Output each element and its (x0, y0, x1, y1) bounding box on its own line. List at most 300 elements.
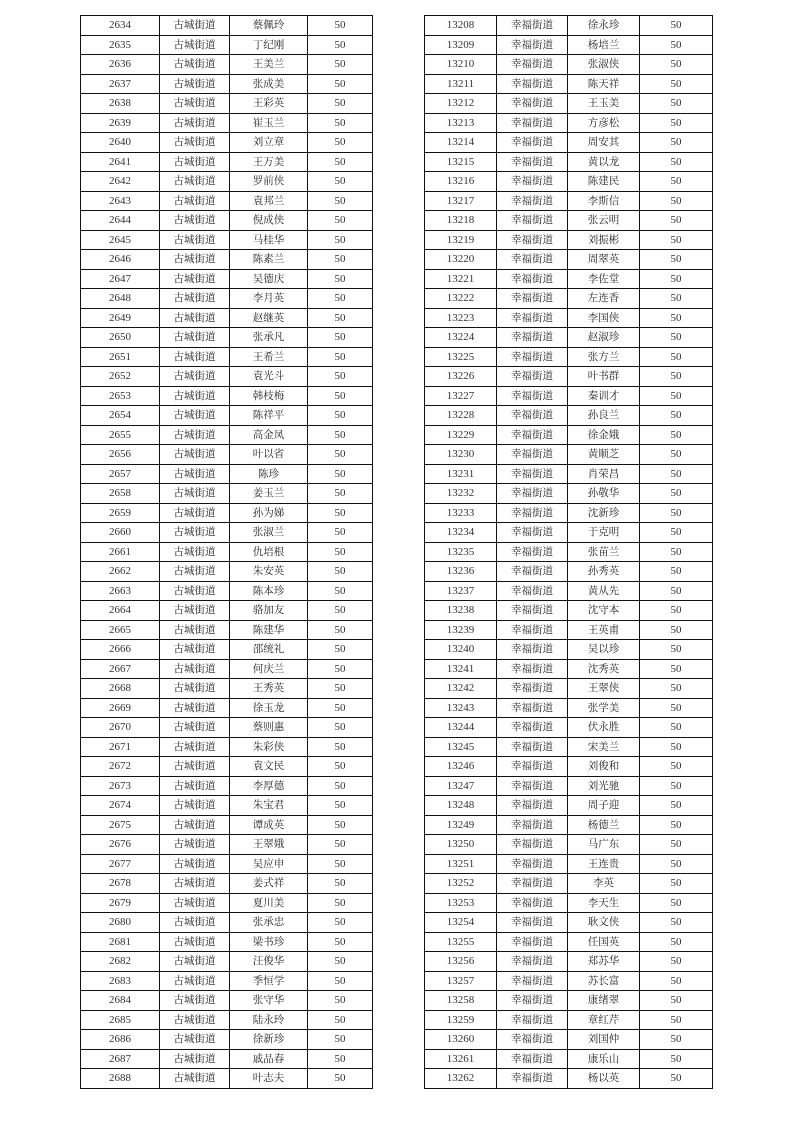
amount-cell: 50 (308, 1030, 373, 1050)
amount-cell: 50 (640, 757, 713, 777)
name-cell: 李斯信 (568, 191, 640, 211)
table-row (425, 1010, 713, 1030)
name-cell: 戚品春 (230, 1049, 308, 1069)
amount-cell: 50 (308, 952, 373, 972)
name-cell: 沈守本 (568, 601, 640, 621)
name-cell: 张成美 (230, 74, 308, 94)
amount-cell: 50 (640, 386, 713, 406)
name-cell: 谭成英 (230, 815, 308, 835)
street-cell: 幸福街道 (497, 211, 568, 231)
amount-cell: 50 (308, 74, 373, 94)
row-number-cell: 13227 (425, 386, 497, 406)
amount-cell: 50 (308, 172, 373, 192)
street-cell: 幸福街道 (497, 971, 568, 991)
name-cell: 秦训才 (568, 386, 640, 406)
row-number-cell: 13253 (425, 893, 497, 913)
table-row (81, 601, 373, 621)
amount-cell: 50 (308, 250, 373, 270)
row-number-cell: 13259 (425, 1010, 497, 1030)
amount-cell: 50 (308, 620, 373, 640)
table-row (81, 16, 373, 36)
table-row (425, 230, 713, 250)
table-row (81, 269, 373, 289)
street-cell: 古城街道 (160, 601, 230, 621)
table-row (425, 718, 713, 738)
street-cell: 古城街道 (160, 55, 230, 75)
table-row (425, 815, 713, 835)
name-cell: 徐新珍 (230, 1030, 308, 1050)
street-cell: 幸福街道 (497, 133, 568, 153)
amount-cell: 50 (640, 172, 713, 192)
table-row (425, 484, 713, 504)
amount-cell: 50 (640, 835, 713, 855)
amount-cell: 50 (640, 776, 713, 796)
name-cell: 王彩英 (230, 94, 308, 114)
name-cell: 王翠娥 (230, 835, 308, 855)
amount-cell: 50 (308, 776, 373, 796)
amount-cell: 50 (640, 464, 713, 484)
street-cell: 古城街道 (160, 503, 230, 523)
street-cell: 幸福街道 (497, 737, 568, 757)
name-cell: 吴以珍 (568, 640, 640, 660)
name-cell: 周翠英 (568, 250, 640, 270)
row-number-cell: 2674 (81, 796, 160, 816)
table-row (81, 328, 373, 348)
name-cell: 周安其 (568, 133, 640, 153)
amount-cell: 50 (640, 971, 713, 991)
amount-cell: 50 (640, 16, 713, 36)
amount-cell: 50 (308, 484, 373, 504)
amount-cell: 50 (640, 406, 713, 426)
amount-cell: 50 (640, 133, 713, 153)
row-number-cell: 2669 (81, 698, 160, 718)
amount-cell: 50 (308, 718, 373, 738)
table-row (425, 1030, 713, 1050)
amount-cell: 50 (308, 191, 373, 211)
amount-cell: 50 (308, 425, 373, 445)
street-cell: 幸福街道 (497, 620, 568, 640)
name-cell: 陆永玲 (230, 1010, 308, 1030)
row-number-cell: 2683 (81, 971, 160, 991)
name-cell: 朱彩侠 (230, 737, 308, 757)
table-row (425, 854, 713, 874)
street-cell: 古城街道 (160, 94, 230, 114)
street-cell: 古城街道 (160, 737, 230, 757)
name-cell: 杨培兰 (568, 35, 640, 55)
table-row (81, 932, 373, 952)
row-number-cell: 2677 (81, 854, 160, 874)
street-cell: 幸福街道 (497, 952, 568, 972)
street-cell: 幸福街道 (497, 1010, 568, 1030)
amount-cell: 50 (640, 250, 713, 270)
table-row (81, 406, 373, 426)
name-cell: 季恒学 (230, 971, 308, 991)
amount-cell: 50 (308, 815, 373, 835)
amount-cell: 50 (640, 74, 713, 94)
table-row (425, 757, 713, 777)
amount-cell: 50 (640, 289, 713, 309)
row-number-cell: 2667 (81, 659, 160, 679)
amount-cell: 50 (308, 113, 373, 133)
row-number-cell: 13262 (425, 1069, 497, 1089)
name-cell: 刘光驰 (568, 776, 640, 796)
street-cell: 古城街道 (160, 367, 230, 387)
table-row (81, 659, 373, 679)
street-cell: 幸福街道 (497, 55, 568, 75)
table-row (425, 503, 713, 523)
name-cell: 苏长富 (568, 971, 640, 991)
street-cell: 幸福街道 (497, 347, 568, 367)
amount-cell: 50 (308, 581, 373, 601)
name-cell: 章红芹 (568, 1010, 640, 1030)
name-cell: 蔡则惠 (230, 718, 308, 738)
street-cell: 古城街道 (160, 523, 230, 543)
amount-cell: 50 (640, 1010, 713, 1030)
name-cell: 于克明 (568, 523, 640, 543)
table-row (425, 308, 713, 328)
amount-cell: 50 (308, 269, 373, 289)
street-cell: 幸福街道 (497, 406, 568, 426)
table-row (81, 113, 373, 133)
street-cell: 古城街道 (160, 835, 230, 855)
table-row (81, 1049, 373, 1069)
table-row (425, 172, 713, 192)
row-number-cell: 13215 (425, 152, 497, 172)
name-cell: 肖荣昌 (568, 464, 640, 484)
amount-cell: 50 (308, 679, 373, 699)
table-row (81, 1010, 373, 1030)
table-row (81, 542, 373, 562)
name-cell: 罗前侠 (230, 172, 308, 192)
street-cell: 幸福街道 (497, 367, 568, 387)
street-cell: 古城街道 (160, 152, 230, 172)
row-number-cell: 2661 (81, 542, 160, 562)
street-cell: 古城街道 (160, 815, 230, 835)
street-cell: 古城街道 (160, 425, 230, 445)
amount-cell: 50 (308, 601, 373, 621)
street-cell: 古城街道 (160, 191, 230, 211)
name-cell: 韩枝梅 (230, 386, 308, 406)
name-cell: 张方兰 (568, 347, 640, 367)
name-cell: 赵继英 (230, 308, 308, 328)
row-number-cell: 2670 (81, 718, 160, 738)
row-number-cell: 2638 (81, 94, 160, 114)
name-cell: 陈天祥 (568, 74, 640, 94)
street-cell: 古城街道 (160, 1030, 230, 1050)
name-cell: 朱安英 (230, 562, 308, 582)
table-row (81, 874, 373, 894)
table-row (81, 152, 373, 172)
row-number-cell: 2675 (81, 815, 160, 835)
name-cell: 郑苏华 (568, 952, 640, 972)
street-cell: 幸福街道 (497, 893, 568, 913)
name-cell: 李月英 (230, 289, 308, 309)
name-cell: 沈秀英 (568, 659, 640, 679)
name-cell: 杨以英 (568, 1069, 640, 1089)
street-cell: 幸福街道 (497, 932, 568, 952)
name-cell: 王希兰 (230, 347, 308, 367)
table-row (81, 250, 373, 270)
street-cell: 古城街道 (160, 74, 230, 94)
name-cell: 袁光斗 (230, 367, 308, 387)
name-cell: 黄顺芝 (568, 445, 640, 465)
amount-cell: 50 (640, 152, 713, 172)
street-cell: 古城街道 (160, 757, 230, 777)
table-row (81, 35, 373, 55)
row-number-cell: 13244 (425, 718, 497, 738)
table-row (81, 425, 373, 445)
table-row (425, 35, 713, 55)
amount-cell: 50 (308, 737, 373, 757)
amount-cell: 50 (308, 230, 373, 250)
row-number-cell: 13222 (425, 289, 497, 309)
table-row (81, 191, 373, 211)
amount-cell: 50 (640, 718, 713, 738)
row-number-cell: 2647 (81, 269, 160, 289)
name-cell: 耿文侠 (568, 913, 640, 933)
row-number-cell: 13252 (425, 874, 497, 894)
amount-cell: 50 (308, 406, 373, 426)
street-cell: 幸福街道 (497, 913, 568, 933)
amount-cell: 50 (308, 854, 373, 874)
street-cell: 古城街道 (160, 386, 230, 406)
amount-cell: 50 (308, 562, 373, 582)
street-cell: 幸福街道 (497, 113, 568, 133)
amount-cell: 50 (640, 620, 713, 640)
amount-cell: 50 (308, 211, 373, 231)
name-cell: 何庆兰 (230, 659, 308, 679)
amount-cell: 50 (640, 523, 713, 543)
street-cell: 古城街道 (160, 718, 230, 738)
table-row (425, 971, 713, 991)
street-cell: 古城街道 (160, 35, 230, 55)
row-number-cell: 13246 (425, 757, 497, 777)
name-cell: 黄从先 (568, 581, 640, 601)
table-row (81, 913, 373, 933)
amount-cell: 50 (308, 659, 373, 679)
amount-cell: 50 (308, 386, 373, 406)
amount-cell: 50 (308, 328, 373, 348)
table-row (425, 406, 713, 426)
table-row (81, 698, 373, 718)
table-row (81, 1030, 373, 1050)
amount-cell: 50 (308, 367, 373, 387)
name-cell: 刘国仲 (568, 1030, 640, 1050)
roster-table-left (80, 15, 373, 1089)
row-number-cell: 13217 (425, 191, 497, 211)
amount-cell: 50 (640, 425, 713, 445)
table-row (81, 815, 373, 835)
row-number-cell: 2640 (81, 133, 160, 153)
row-number-cell: 13257 (425, 971, 497, 991)
amount-cell: 50 (308, 893, 373, 913)
row-number-cell: 13254 (425, 913, 497, 933)
row-number-cell: 2641 (81, 152, 160, 172)
table-row (425, 133, 713, 153)
row-number-cell: 2648 (81, 289, 160, 309)
street-cell: 幸福街道 (497, 464, 568, 484)
street-cell: 古城街道 (160, 133, 230, 153)
name-cell: 方彦松 (568, 113, 640, 133)
row-number-cell: 2665 (81, 620, 160, 640)
name-cell: 张苗兰 (568, 542, 640, 562)
street-cell: 幸福街道 (497, 601, 568, 621)
table-row (425, 796, 713, 816)
street-cell: 幸福街道 (497, 191, 568, 211)
name-cell: 刘俊和 (568, 757, 640, 777)
name-cell: 王英甫 (568, 620, 640, 640)
street-cell: 古城街道 (160, 776, 230, 796)
street-cell: 古城街道 (160, 893, 230, 913)
amount-cell: 50 (308, 698, 373, 718)
amount-cell: 50 (308, 796, 373, 816)
row-number-cell: 2673 (81, 776, 160, 796)
street-cell: 古城街道 (160, 542, 230, 562)
table-row (425, 113, 713, 133)
row-number-cell: 2650 (81, 328, 160, 348)
table-row (81, 835, 373, 855)
row-number-cell: 13216 (425, 172, 497, 192)
street-cell: 古城街道 (160, 308, 230, 328)
table-row (425, 74, 713, 94)
table-row (425, 523, 713, 543)
table-row (425, 55, 713, 75)
row-number-cell: 13220 (425, 250, 497, 270)
street-cell: 幸福街道 (497, 16, 568, 36)
street-cell: 古城街道 (160, 406, 230, 426)
table-row (425, 269, 713, 289)
street-cell: 幸福街道 (497, 776, 568, 796)
table-row (81, 523, 373, 543)
amount-cell: 50 (640, 913, 713, 933)
amount-cell: 50 (640, 581, 713, 601)
amount-cell: 50 (640, 542, 713, 562)
table-row (425, 211, 713, 231)
amount-cell: 50 (308, 757, 373, 777)
table-row (81, 718, 373, 738)
table-row (81, 133, 373, 153)
table-row (425, 932, 713, 952)
row-number-cell: 2652 (81, 367, 160, 387)
name-cell: 李国侠 (568, 308, 640, 328)
row-number-cell: 2662 (81, 562, 160, 582)
name-cell: 徐金娥 (568, 425, 640, 445)
row-number-cell: 2646 (81, 250, 160, 270)
amount-cell: 50 (308, 523, 373, 543)
row-number-cell: 2654 (81, 406, 160, 426)
table-row (425, 913, 713, 933)
row-number-cell: 13219 (425, 230, 497, 250)
row-number-cell: 13223 (425, 308, 497, 328)
amount-cell: 50 (640, 191, 713, 211)
table-row (425, 328, 713, 348)
row-number-cell: 13225 (425, 347, 497, 367)
table-row (425, 367, 713, 387)
row-number-cell: 2634 (81, 16, 160, 36)
row-number-cell: 13211 (425, 74, 497, 94)
amount-cell: 50 (640, 1049, 713, 1069)
table-row (425, 425, 713, 445)
name-cell: 孙为娣 (230, 503, 308, 523)
name-cell: 刘振彬 (568, 230, 640, 250)
amount-cell: 50 (640, 698, 713, 718)
street-cell: 古城街道 (160, 1069, 230, 1089)
row-number-cell: 13208 (425, 16, 497, 36)
table-row (425, 1049, 713, 1069)
name-cell: 叶志夫 (230, 1069, 308, 1089)
table-row (81, 386, 373, 406)
amount-cell: 50 (308, 152, 373, 172)
street-cell: 幸福街道 (497, 1049, 568, 1069)
amount-cell: 50 (640, 640, 713, 660)
street-cell: 古城街道 (160, 991, 230, 1011)
table-row (81, 55, 373, 75)
table-row (425, 16, 713, 36)
table-row (425, 347, 713, 367)
row-number-cell: 13261 (425, 1049, 497, 1069)
street-cell: 幸福街道 (497, 698, 568, 718)
name-cell: 倪成侠 (230, 211, 308, 231)
row-number-cell: 13213 (425, 113, 497, 133)
table-row (425, 542, 713, 562)
amount-cell: 50 (640, 503, 713, 523)
table-row (425, 659, 713, 679)
table-row (81, 464, 373, 484)
name-cell: 蔡佩玲 (230, 16, 308, 36)
row-number-cell: 2672 (81, 757, 160, 777)
amount-cell: 50 (308, 991, 373, 1011)
table-row (425, 464, 713, 484)
name-cell: 李英 (568, 874, 640, 894)
name-cell: 宋美兰 (568, 737, 640, 757)
name-cell: 王翠侠 (568, 679, 640, 699)
row-number-cell: 13232 (425, 484, 497, 504)
amount-cell: 50 (308, 971, 373, 991)
street-cell: 幸福街道 (497, 35, 568, 55)
street-cell: 幸福街道 (497, 172, 568, 192)
amount-cell: 50 (640, 269, 713, 289)
street-cell: 古城街道 (160, 854, 230, 874)
street-cell: 古城街道 (160, 172, 230, 192)
street-cell: 古城街道 (160, 16, 230, 36)
street-cell: 幸福街道 (497, 94, 568, 114)
amount-cell: 50 (640, 347, 713, 367)
amount-cell: 50 (640, 601, 713, 621)
table-row (81, 796, 373, 816)
name-cell: 陈建民 (568, 172, 640, 192)
amount-cell: 50 (308, 55, 373, 75)
row-number-cell: 2645 (81, 230, 160, 250)
row-number-cell: 13239 (425, 620, 497, 640)
street-cell: 幸福街道 (497, 445, 568, 465)
row-number-cell: 2680 (81, 913, 160, 933)
street-cell: 古城街道 (160, 211, 230, 231)
amount-cell: 50 (308, 464, 373, 484)
name-cell: 骆加友 (230, 601, 308, 621)
row-number-cell: 2649 (81, 308, 160, 328)
street-cell: 古城街道 (160, 1010, 230, 1030)
row-number-cell: 2688 (81, 1069, 160, 1089)
name-cell: 马广东 (568, 835, 640, 855)
street-cell: 古城街道 (160, 620, 230, 640)
row-number-cell: 2651 (81, 347, 160, 367)
table-row (425, 191, 713, 211)
street-cell: 幸福街道 (497, 523, 568, 543)
table-row (81, 581, 373, 601)
table-row (81, 94, 373, 114)
row-number-cell: 13236 (425, 562, 497, 582)
row-number-cell: 13248 (425, 796, 497, 816)
